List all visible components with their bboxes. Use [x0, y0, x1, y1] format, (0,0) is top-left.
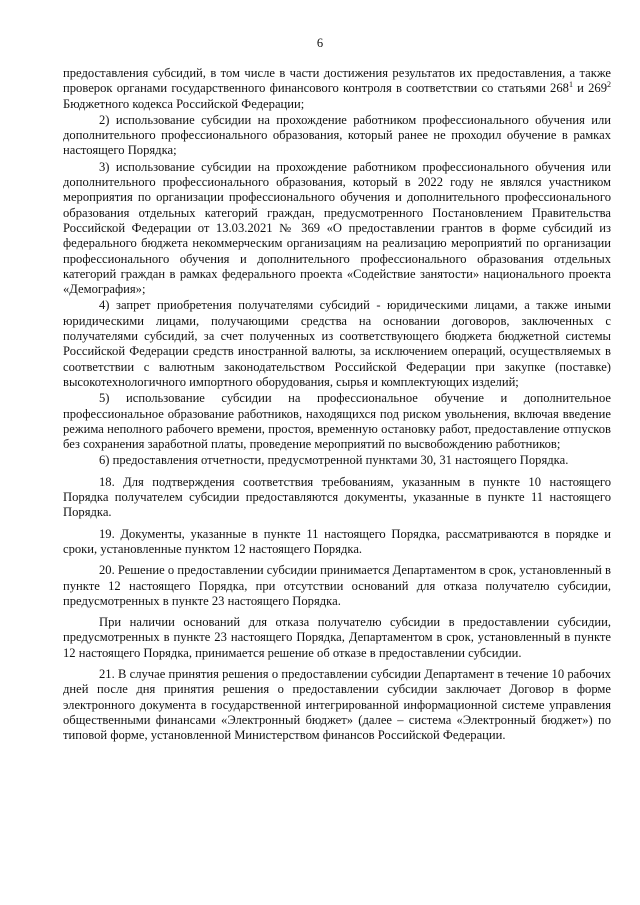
paragraph-continuation: [63, 66, 611, 112]
paragraph-clause-21: 21. В случае принятия решения о предоставлении субсидии Департамент в течение 10 рабочих дней после дня принятия решения о предоставлении субсидии заключает Договор в форме электронного документа в государственной интегрированной информационной системе управления общественными финансами «Электронный бюджет» (далее – система «Электронный бюджет») по типовой форме, установленной Министерством финансов Российской Федерации.: [63, 666, 611, 743]
superscript: 1: [568, 80, 573, 90]
paragraph-item-3: 3) использование субсидии на прохождение работником профессионального обучения или дополнительного профессионального образования, который в 2022 году не являлся участником мероприятия по организации профессионального обучения и дополнительного профессионального образования отдельных категорий граждан, предусмотренного Постановлением Правительства Российской Федерации от 13.03.2021 № 369 «О предоставлении грантов в форме субсидий из федерального бюджета некоммерческим организациям на реализацию мероприятий по организации профессионального обучения и дополнительного профессионального образования отдельных категорий граждан в рамках федерального проекта «Содействие занятости» национального проекта «Демография»;: [63, 159, 611, 297]
paragraph-clause-20-refusal: При наличии оснований для отказа получателю субсидии в предоставлении субсидии, предусмотренных в пункте 23 настоящего Порядка, Департаментом в срок, установленный в пункте 12 настоящего Порядка, принимается решение об отказе в предоставлении субсидии.: [63, 615, 611, 660]
paragraph-text: предоставления субсидий, в том числе в части достижения результатов их предоставления, а также проверок органами государственного финансового контроля в соответствии со статьями 268: [63, 66, 611, 96]
paragraph-text: Бюджетного кодекса Российской Федерации;: [63, 96, 305, 111]
superscript: 2: [607, 80, 611, 90]
paragraph-item-4: 4) запрет приобретения получателями субсидий - юридическими лицами, а также иными юридическими лицами, получающими средства на основании договоров, заключенных с получателями субсидий, за счет полученных из соответствующего бюджета бюджетной системы Российской Федерации средств иностранной валюты, за исключением операций, осуществляемых в соответствии с валютным законодательством Российской Федерации при закупке (поставке) высокотехнологичного импортного оборудования, сырья и комплектующих изделий;: [63, 298, 611, 389]
paragraph-item-6: 6) предоставления отчетности, предусмотренной пунктами 30, 31 настоящего Порядка.: [99, 453, 569, 468]
paragraph-item-2: 2) использование субсидии на прохождение работником профессионального обучения или дополнительного профессионального образования, который ранее не проходил обучение в рамках настоящего Порядка;: [63, 112, 611, 158]
paragraph-clause-18: 18. Для подтверждения соответствия требованиям, указанным в пункте 10 настоящего Порядка получателем субсидии предоставляются документы, указанные в пункте 11 настоящего Порядка.: [63, 474, 611, 520]
page-number: 6: [316, 36, 324, 50]
paragraph-clause-20: 20. Решение о предоставлении субсидии принимается Департаментом в срок, установленный в пункте 12 настоящего Порядка, при отсутствии оснований для отказа получателю субсидии, предусмотренных в пункте 23 настоящего Порядка.: [63, 563, 611, 608]
paragraph-item-5: 5) использование субсидии на профессиональное обучение и дополнительное профессиональное образование работников, находящихся под риском увольнения, включая введение режима неполного рабочего времени, простоя, временную остановку работ, предоставление отпусков без сохранения заработной платы, проведение мероприятий по высвобождению работников;: [63, 391, 611, 452]
paragraph-text: и 269: [572, 81, 607, 96]
paragraph-clause-19: 19. Документы, указанные в пункте 11 настоящего Порядка, рассматриваются в порядке и сроки, установленные пунктом 12 настоящего Порядка.: [63, 526, 611, 556]
document-body: [63, 66, 611, 743]
